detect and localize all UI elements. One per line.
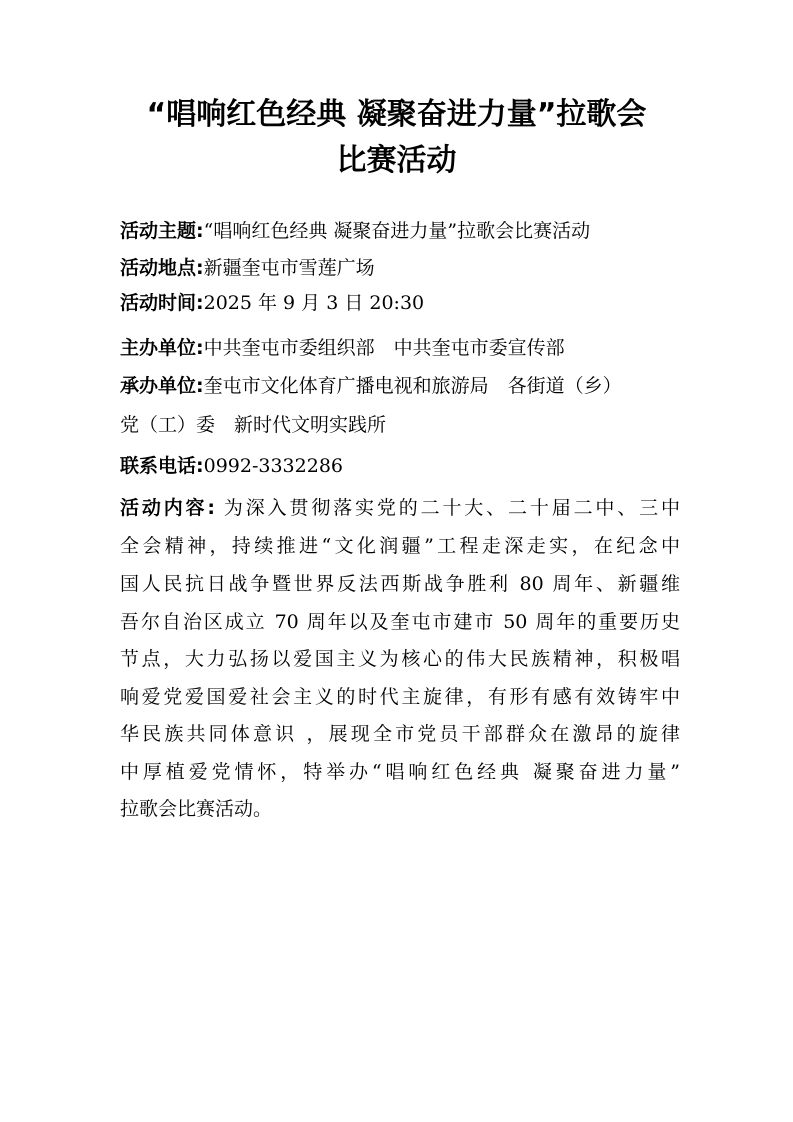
content-line: 节点，大力弘扬以爱国主义为核心的伟大民族精神，积极唱 <box>120 648 680 670</box>
content-line: 响爱党爱国爱社会主义的时代主旋律，有形有感有效铸牢中 <box>120 686 680 708</box>
field-location <box>120 255 680 281</box>
title-line-2: 比赛活动 <box>336 143 457 178</box>
content-line: 华民族共同体意识 ，展现全市党员干部群众在激昂的旋律 <box>120 723 680 745</box>
field-time-value: 2025 年 9 月 3 日 20:30 <box>203 292 425 314</box>
field-organizer <box>120 373 680 399</box>
field-theme-value: “唱响红色经典 凝聚奋进力量”拉歌会比赛活动 <box>203 220 591 242</box>
field-organizer-value-1: 奎屯市文化体育广播电视和旅游局 各街道（乡） <box>203 375 622 397</box>
field-host-value: 中共奎屯市委组织部 中共奎屯市委宣传部 <box>203 337 565 359</box>
content-line <box>120 495 680 521</box>
field-host <box>120 335 680 361</box>
document-title <box>60 92 733 184</box>
content-label: 活动内容: <box>120 497 216 519</box>
field-time-label: 活动时间: <box>120 292 204 314</box>
content-line: 全会精神，持续推进“文化润疆”工程走深走实，在纪念中 <box>120 535 680 557</box>
field-location-label: 活动地点: <box>120 257 204 279</box>
field-organizer-value-2: 党（工）委 新时代文明实践所 <box>120 414 387 436</box>
field-host-label: 主办单位: <box>120 337 204 359</box>
field-phone-label: 联系电话: <box>120 455 204 477</box>
field-organizer-label: 承办单位: <box>120 375 204 397</box>
content-line: 中厚植爱党情怀，特举办“唱响红色经典 凝聚奋进力量” <box>120 761 680 783</box>
content-line: 国人民抗日战争暨世界反法西斯战争胜利 80 周年、新疆维 <box>120 573 680 595</box>
field-location-value: 新疆奎屯市雪莲广场 <box>203 257 375 279</box>
field-organizer-continued <box>120 412 680 438</box>
field-phone-value: 0992-3332286 <box>203 455 344 477</box>
content-text: 为深入贯彻落实党的二十大、二十届二中、三中 <box>215 497 680 519</box>
field-time <box>120 290 680 316</box>
field-theme-label: 活动主题: <box>120 220 204 242</box>
content-line: 拉歌会比赛活动。 <box>120 798 273 820</box>
title-line-1: “唱响红色经典 凝聚奋进力量”拉歌会 <box>146 97 647 132</box>
content-line: 吾尔自治区成立 70 周年以及奎屯市建市 50 周年的重要历史 <box>120 611 680 633</box>
field-phone <box>120 453 680 479</box>
field-theme <box>120 218 680 244</box>
